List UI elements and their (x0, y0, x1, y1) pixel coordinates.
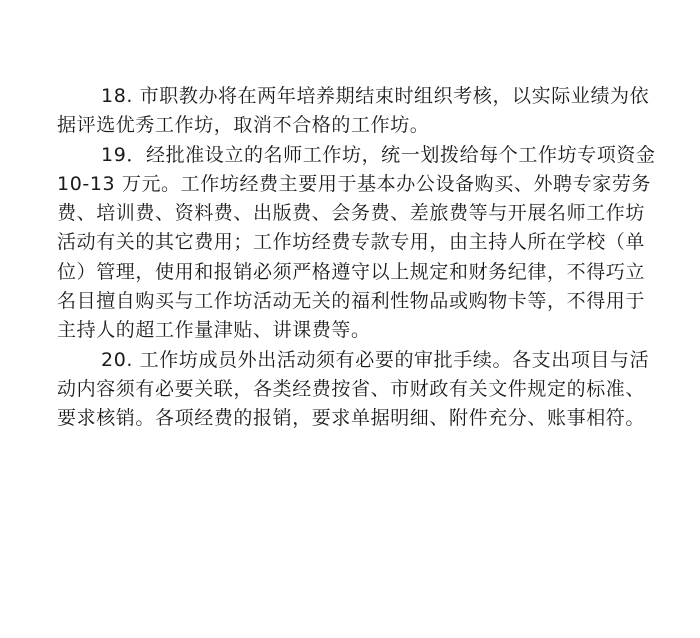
text-line: 19．经批准设立的名师工作坊，统一划拨给每个工作坊专项资金 (101, 143, 656, 166)
paragraph-20 (57, 346, 650, 434)
text-line: 位）管理，使用和报销必须严格遵守以上规定和财务纪律，不得巧立 (57, 260, 646, 283)
text-line: 据评选优秀工作坊，取消不合格的工作坊。 (57, 114, 430, 137)
text-line: 名目擅自购买与工作坊活动无关的福利性物品或购物卡等，不得用于 (57, 290, 646, 313)
text-line: 活动有关的其它费用；工作坊经费专款专用，由主持人所在学校（单 (57, 231, 646, 254)
paragraph-18 (57, 82, 650, 141)
text-line: 10-13 万元。工作坊经费主要用于基本办公设备购买、外聘专家劳务 (57, 172, 652, 195)
text-line: 费、培训费、资料费、出版费、会务费、差旅费等与开展名师工作坊 (57, 202, 646, 225)
text-line: 18. 市职教办将在两年培养期结束时组织考核，以实际业绩为依 (101, 85, 650, 107)
text-line: 主持人的超工作量津贴、讲课费等。 (57, 319, 371, 342)
paragraph-19 (57, 141, 656, 346)
text-line: 要求核销。各项经费的报销，要求单据明细、附件充分、账事相符。 (57, 407, 646, 430)
text-line: 动内容须有必要关联，各类经费按省、市财政有关文件规定的标准、 (57, 377, 646, 400)
document-body (57, 82, 656, 434)
text-line: 20. 工作坊成员外出活动须有必要的审批手续。各支出项目与活 (101, 348, 650, 371)
